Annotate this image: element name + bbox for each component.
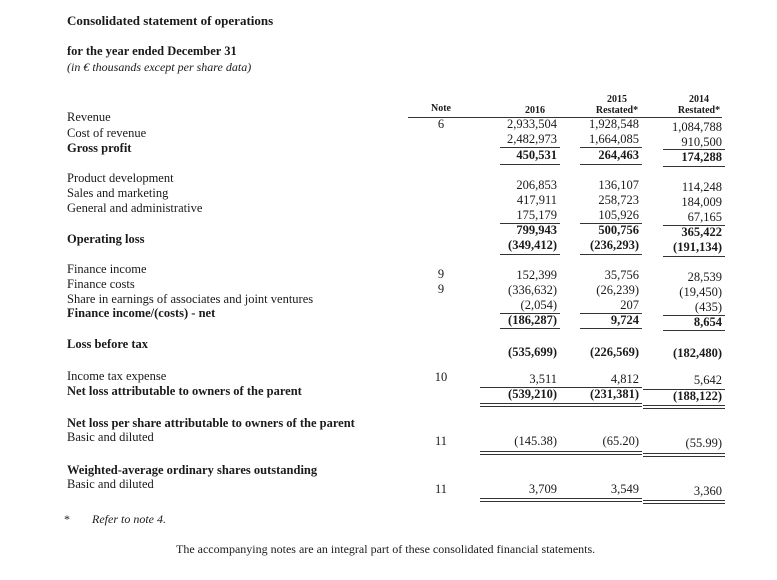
operating-loss-2014: (191,134) [673,240,722,254]
row-label-eps: Basic and diluted [67,430,154,444]
gross-profit-2014: 174,288 [681,150,722,164]
total-rule [580,164,642,165]
opex-total-2014: 365,422 [681,225,722,239]
total-rule [500,254,560,255]
finance-income-2016: 152,399 [516,268,557,282]
total-rule [580,254,642,255]
row-label-loss-before-tax: Loss before tax [67,337,149,351]
operating-loss-2015: (236,293) [590,238,639,252]
total-rule [580,328,642,329]
row-label-gross-profit: Gross profit [67,141,132,155]
shares-2014: 3,360 [693,484,722,498]
header-2015-restated: Restated* [595,105,639,116]
statement-subtitle: for the year ended December 31 [67,44,237,58]
share-associates-2014: (435) [694,300,722,314]
product-development-2014: 114,248 [681,180,722,194]
loss-before-tax-2015: (226,569) [590,345,639,359]
general-admin-2015: 105,926 [598,208,639,222]
eps-2016: (145.38) [514,434,557,448]
loss-before-tax-2016: (535,699) [508,345,557,359]
double-rule [480,451,560,455]
row-label-shares-heading: Weighted-average ordinary shares outstanding [67,463,318,477]
shares-2015: 3,549 [610,482,639,496]
product-development-2016: 206,853 [516,178,557,192]
header-2016: 2016 [525,105,545,116]
revenue-2015: 1,928,548 [589,117,639,131]
row-note-finance-income: 9 [437,267,445,281]
total-rule [500,164,560,165]
gross-profit-2016: 450,531 [516,148,557,162]
header-2015-year: 2015 [607,94,627,105]
footer-note: The accompanying notes are an integral part of these consolidated financial statements. [176,542,596,556]
double-rule [643,405,725,409]
row-label-shares: Basic and diluted [67,477,154,491]
double-rule [643,500,725,504]
cost-of-revenue-2014: 910,500 [681,135,722,149]
finance-net-2014: 8,654 [693,315,722,329]
row-label-cost-of-revenue: Cost of revenue [67,126,147,140]
general-admin-2014: 67,165 [687,210,722,224]
net-loss-2016: (539,210) [508,387,557,401]
row-label-general-admin: General and administrative [67,201,203,215]
row-label-product-development: Product development [67,171,174,185]
product-development-2015: 136,107 [598,178,639,192]
row-note-income-tax: 10 [434,370,448,384]
finance-net-2015: 9,724 [610,313,639,327]
row-label-share-associates: Share in earnings of associates and joint ventures [67,292,314,306]
row-note-revenue: 6 [437,117,445,131]
total-rule [663,256,725,257]
row-label-revenue: Revenue [67,110,111,124]
row-label-finance-income: Finance income [67,262,147,276]
loss-before-tax-2014: (182,480) [673,346,722,360]
sales-marketing-2014: 184,009 [681,195,722,209]
footnote-marker: * [64,512,70,526]
row-label-operating-loss: Operating loss [67,232,145,246]
total-rule [663,166,725,167]
row-label-net-loss: Net loss attributable to owners of the parent [67,384,302,398]
finance-costs-2015: (26,239) [596,283,639,297]
revenue-2016: 2,933,504 [507,117,557,131]
income-tax-2016: 3,511 [529,372,557,386]
row-note-shares: 11 [434,482,448,496]
income-tax-2015: 4,812 [610,372,639,386]
row-label-income-tax: Income tax expense [67,369,167,383]
header-2014-restated: Restated* [677,105,721,116]
finance-net-2016: (186,287) [508,313,557,327]
row-note-eps: 11 [434,434,448,448]
revenue-2014: 1,084,788 [672,120,722,134]
operating-loss-2016: (349,412) [508,238,557,252]
row-label-eps-heading: Net loss per share attributable to owners of the parent [67,416,355,430]
eps-2014: (55.99) [685,436,722,450]
finance-costs-2014: (19,450) [679,285,722,299]
double-rule [480,403,560,407]
gross-profit-2015: 264,463 [598,148,639,162]
income-tax-2014: 5,642 [693,373,722,387]
header-2014-year: 2014 [689,94,709,105]
finance-costs-2016: (336,632) [508,283,557,297]
sales-marketing-2015: 258,723 [598,193,639,207]
double-rule [480,498,560,502]
net-loss-2015: (231,381) [590,387,639,401]
cost-of-revenue-2016: 2,482,973 [507,132,557,146]
total-rule [663,330,725,331]
finance-income-2014: 28,539 [687,270,722,284]
footnote-text: Refer to note 4. [92,512,166,526]
double-rule [560,498,642,502]
eps-2015: (65.20) [602,434,639,448]
row-label-sales-marketing: Sales and marketing [67,186,169,200]
opex-total-2015: 500,756 [598,223,639,237]
statement-units: (in € thousands except per share data) [67,60,252,74]
shares-2016: 3,709 [528,482,557,496]
share-associates-2016: (2,054) [520,298,557,312]
row-note-finance-costs: 9 [437,282,445,296]
net-loss-2014: (188,122) [673,389,722,403]
header-note: Note [431,103,451,114]
double-rule [560,451,642,455]
finance-income-2015: 35,756 [604,268,639,282]
double-rule [643,453,725,457]
row-label-finance-costs: Finance costs [67,277,135,291]
row-label-finance-net: Finance income/(costs) - net [67,306,216,320]
total-rule [500,328,560,329]
double-rule [560,403,642,407]
cost-of-revenue-2015: 1,664,085 [589,132,639,146]
general-admin-2016: 175,179 [516,208,557,222]
opex-total-2016: 799,943 [516,223,557,237]
share-associates-2015: 207 [620,298,639,312]
sales-marketing-2016: 417,911 [516,193,557,207]
statement-title: Consolidated statement of operations [67,13,274,28]
